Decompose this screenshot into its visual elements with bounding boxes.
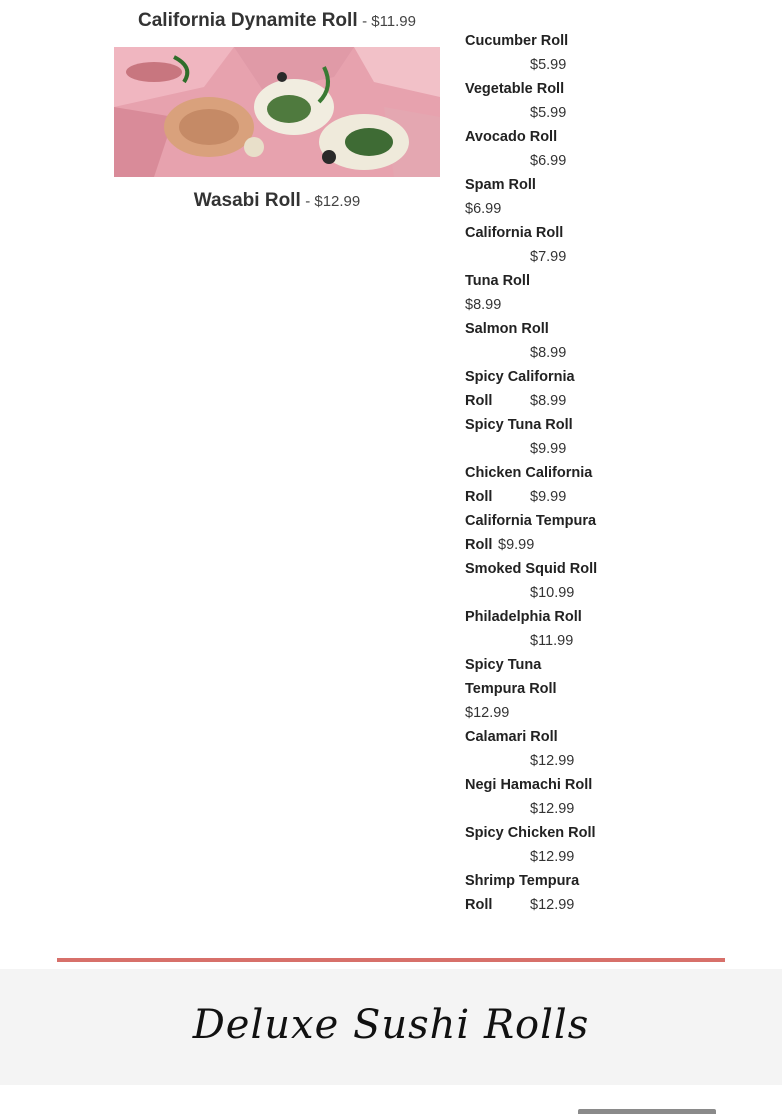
section-divider xyxy=(57,958,725,962)
menu-item-name: Smoked Squid Roll xyxy=(465,561,598,577)
menu-item-name: Spicy California Roll xyxy=(465,369,575,409)
menu-item-name: Vegetable Roll xyxy=(465,81,565,97)
menu-item xyxy=(465,29,605,77)
menu-item xyxy=(465,413,605,461)
menu-item-price: $12.99 xyxy=(530,849,575,865)
featured-item-wasabi xyxy=(114,190,440,212)
featured-item-name: Wasabi Roll xyxy=(193,190,301,211)
menu-item-price: $9.99 xyxy=(530,489,567,505)
menu-item xyxy=(465,125,605,173)
menu-item-price: $10.99 xyxy=(530,585,575,601)
menu-item-name: Spam Roll xyxy=(465,177,536,193)
menu-item-price: $12.99 xyxy=(530,753,575,769)
menu-item-name: Spicy Chicken Roll xyxy=(465,825,596,841)
menu-item xyxy=(465,509,605,557)
menu-item xyxy=(465,221,605,269)
menu-item-price: $5.99 xyxy=(530,105,567,121)
menu-item-name: Spicy Tuna Roll xyxy=(465,417,573,433)
menu-item-name: Cucumber Roll xyxy=(465,33,569,49)
menu-item-price: $7.99 xyxy=(530,249,567,265)
sushi-photo xyxy=(114,47,440,177)
menu-item-name: Philadelphia Roll xyxy=(465,609,582,625)
menu-item-name: Negi Hamachi Roll xyxy=(465,777,593,793)
menu-item xyxy=(465,725,605,773)
menu-item-price: $12.99 xyxy=(465,705,510,721)
menu-item xyxy=(465,869,605,917)
menu-item-price: $5.99 xyxy=(530,57,567,73)
next-section-image-edge xyxy=(578,1109,716,1114)
menu-item xyxy=(465,773,605,821)
menu-item xyxy=(465,269,605,317)
menu-item-name: Tuna Roll xyxy=(465,273,530,289)
menu-item xyxy=(465,605,605,653)
menu-item-price: $12.99 xyxy=(530,897,575,913)
menu-item-price: $8.99 xyxy=(530,393,567,409)
menu-item-price: $9.99 xyxy=(530,441,567,457)
menu-item xyxy=(465,821,605,869)
menu-item-price: $6.99 xyxy=(530,153,567,169)
roll-menu-list xyxy=(465,29,605,917)
menu-item xyxy=(465,317,605,365)
featured-item-price: - $11.99 xyxy=(362,13,416,30)
menu-item xyxy=(465,77,605,125)
featured-item-california-dynamite xyxy=(114,10,440,32)
menu-item xyxy=(465,557,605,605)
menu-item-name: California Roll xyxy=(465,225,564,241)
menu-item xyxy=(465,653,605,725)
menu-item-name: Spicy Tuna Tempura Roll xyxy=(465,657,557,697)
menu-item xyxy=(465,173,605,221)
menu-item-price: $6.99 xyxy=(465,201,502,217)
sushi-photo-image xyxy=(114,47,440,177)
section-title: Deluxe Sushi Rolls xyxy=(192,1002,590,1048)
menu-item-name: California Tempura Roll xyxy=(465,513,597,553)
menu-item-price: $9.99 xyxy=(498,537,535,553)
menu-item-name: Calamari Roll xyxy=(465,729,558,745)
featured-item-price: - $12.99 xyxy=(305,193,361,210)
menu-item-price: $12.99 xyxy=(530,801,575,817)
menu-item-price: $8.99 xyxy=(465,297,502,313)
menu-item-name: Avocado Roll xyxy=(465,129,558,145)
menu-item xyxy=(465,365,605,413)
menu-item-price: $8.99 xyxy=(530,345,567,361)
menu-item-name: Chicken California Roll xyxy=(465,465,593,505)
menu-item xyxy=(465,461,605,509)
menu-item-name: Shrimp Tempura Roll xyxy=(465,873,580,913)
menu-item-name: Salmon Roll xyxy=(465,321,549,337)
featured-item-name: California Dynamite Roll xyxy=(138,10,358,31)
menu-item-price: $11.99 xyxy=(530,633,574,649)
